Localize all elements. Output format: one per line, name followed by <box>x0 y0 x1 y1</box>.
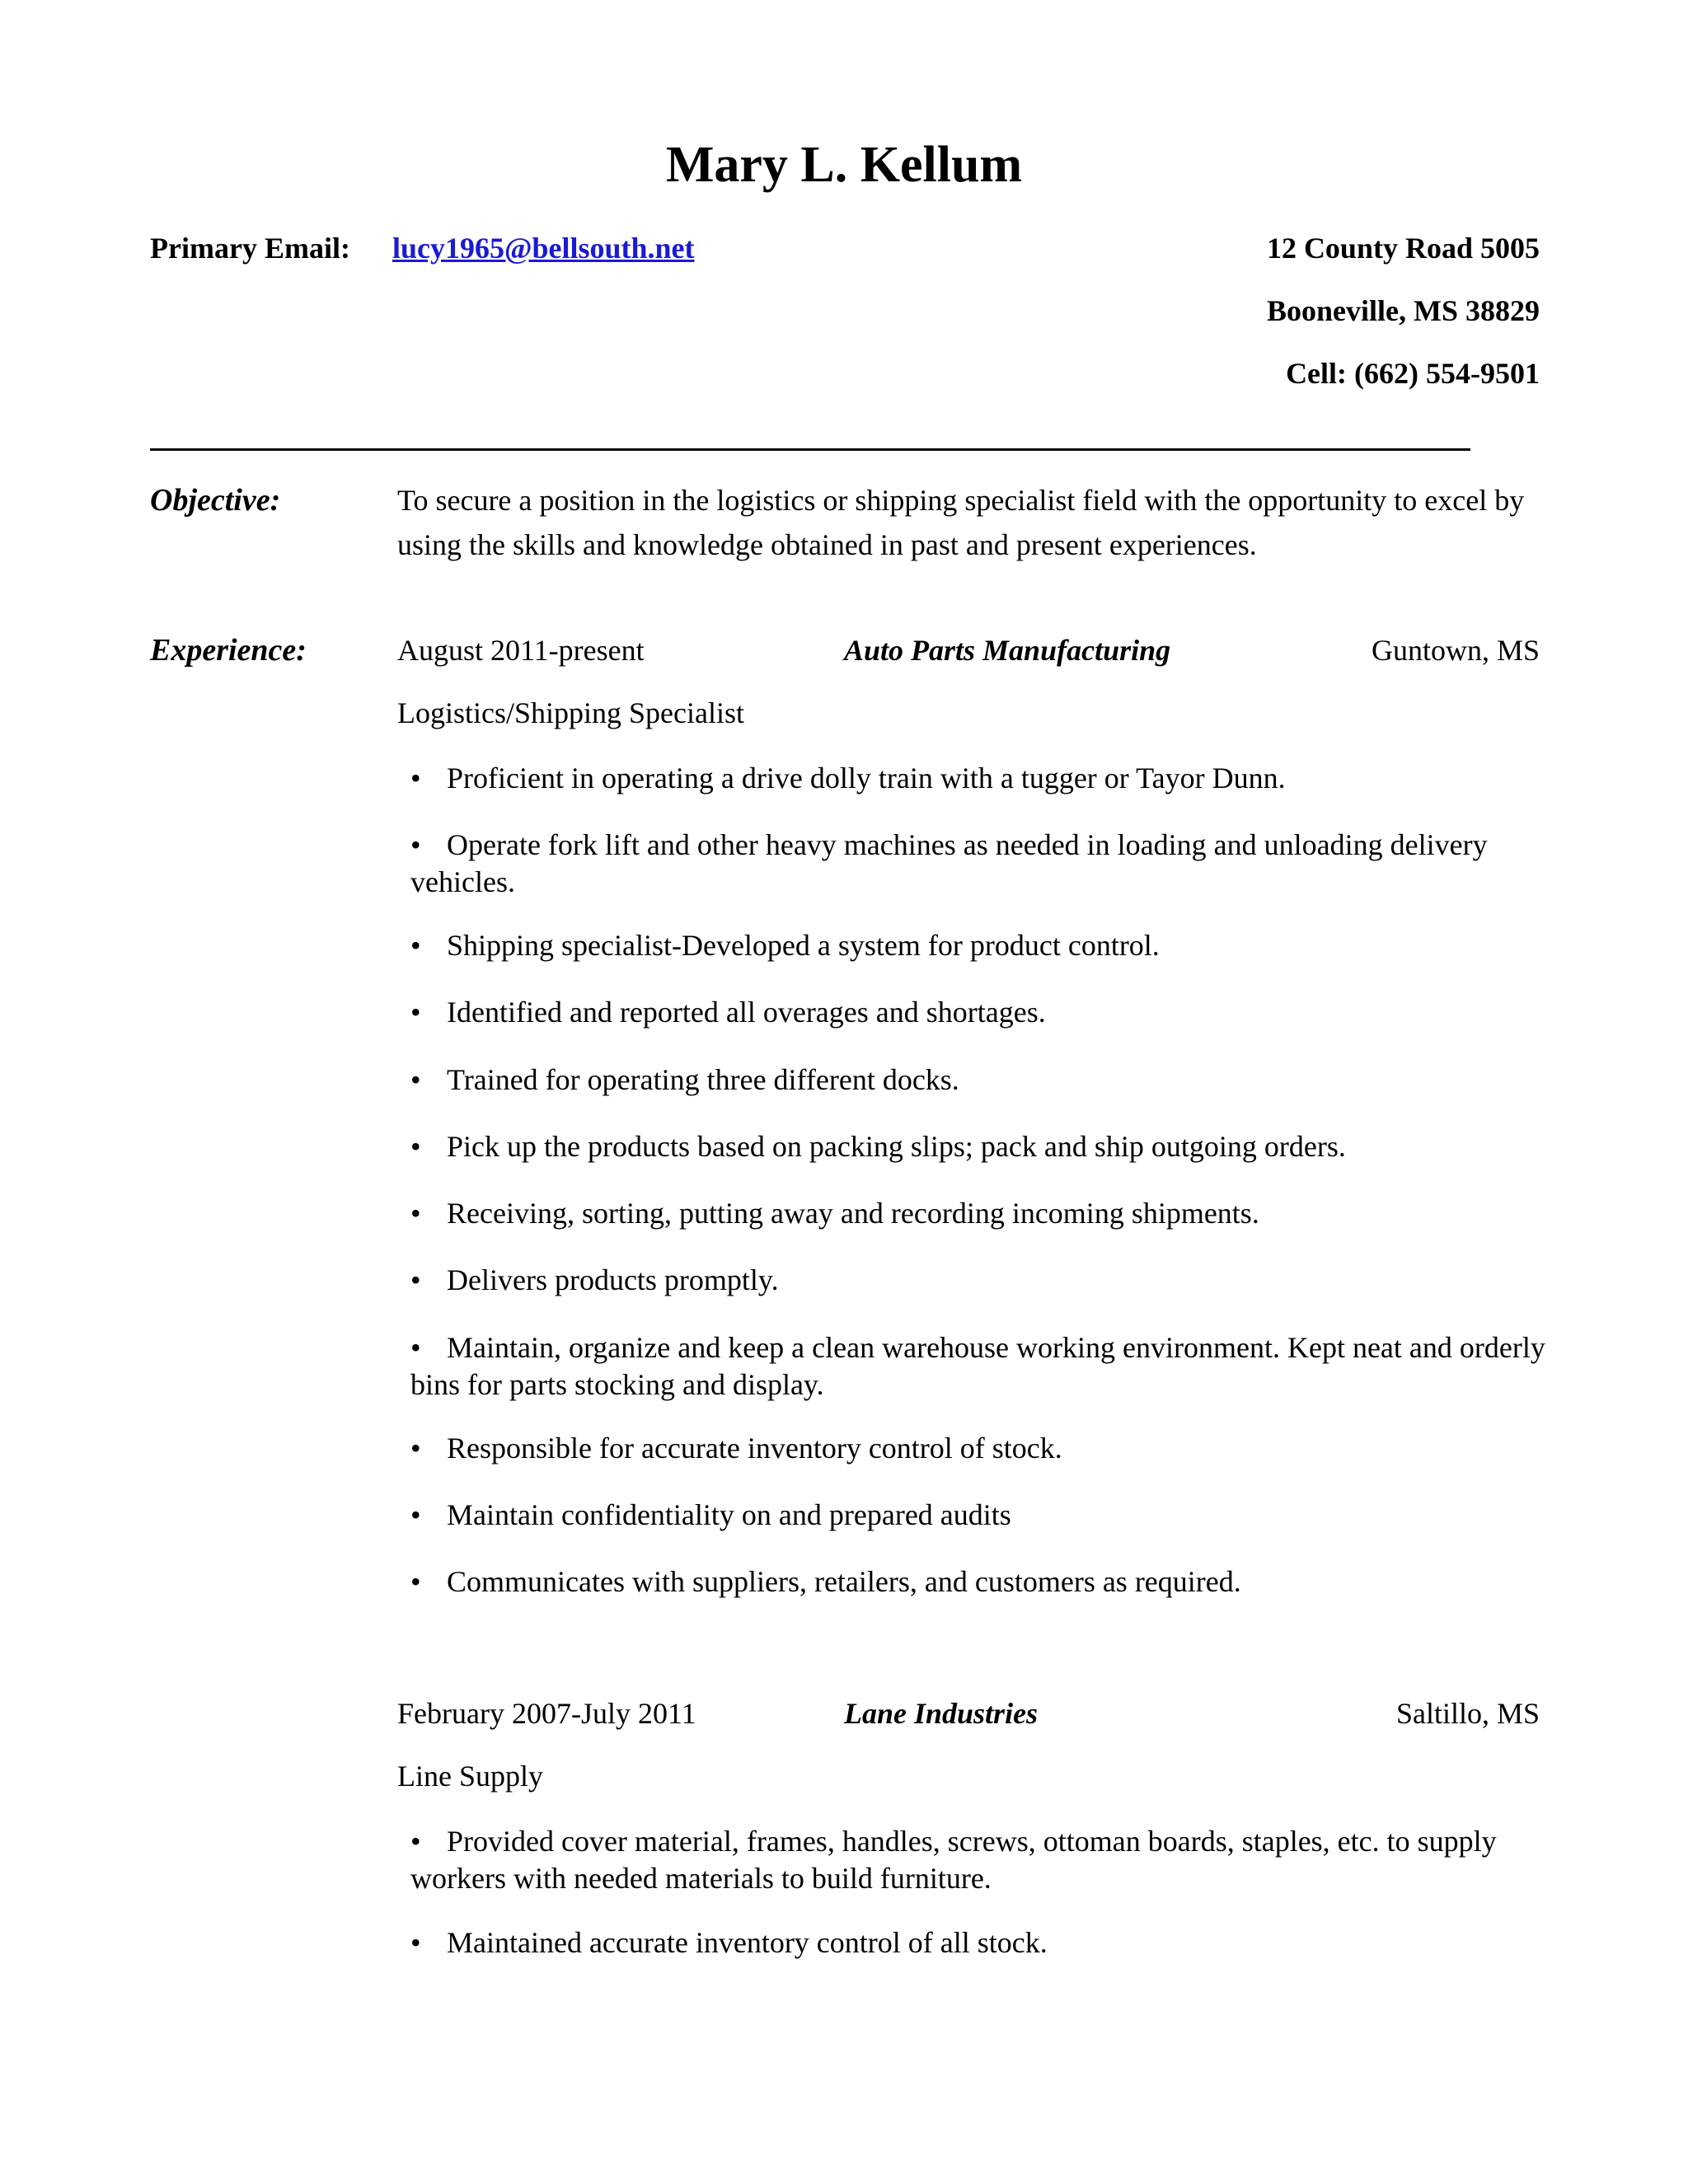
cell-phone: Cell: (662) 554-9501 <box>1286 357 1540 390</box>
list-item-text: Shipping specialist-Developed a system for product control. <box>447 929 1160 962</box>
experience-label: Experience: <box>150 633 307 668</box>
bullet-icon: • <box>410 1130 421 1163</box>
job-company: Lane Industries <box>844 1697 1039 1730</box>
list-item-text: Maintain, organize and keep a clean warehouse working environment. Kept neat and orderly bins for parts stocking and display. <box>410 1331 1545 1401</box>
list-item-text: Trained for operating three different docks. <box>447 1063 959 1096</box>
list-item-text: Provided cover material, frames, handles, screws, ottoman boards, staples, etc. to supply workers with needed materials to build furniture. <box>410 1825 1497 1895</box>
objective-label: Objective: <box>150 483 281 518</box>
job-header <box>397 628 1540 673</box>
address-line-2: Booneville, MS 38829 <box>1267 294 1540 327</box>
header-divider <box>150 448 1470 451</box>
job-dates: August 2011-present <box>397 634 645 667</box>
list-item <box>410 1262 1581 1299</box>
objective-text: To secure a position in the logistics or shipping specialist field with the opportunity to excel by using the skills and knowledge obtained in past and present experiences. <box>397 484 1525 561</box>
job-company: Auto Parts Manufacturing <box>844 634 1171 667</box>
job-title: Logistics/Shipping Specialist <box>397 696 744 729</box>
list-item <box>410 994 1581 1031</box>
list-item <box>410 1329 1581 1404</box>
list-item-text: Operate fork lift and other heavy machines as needed in loading and unloading delivery vehicles. <box>410 828 1488 898</box>
job-title: Line Supply <box>397 1760 543 1793</box>
email-link[interactable]: lucy1965@bellsouth.net <box>392 232 695 265</box>
address-line-1: 12 County Road 5005 <box>1266 232 1540 265</box>
list-item <box>410 1924 1581 1961</box>
list-item <box>410 1497 1581 1534</box>
list-item-text: Pick up the products based on packing slips; pack and ship outgoing orders. <box>447 1130 1346 1163</box>
list-item-text: Communicates with suppliers, retailers, and customers as required. <box>447 1565 1241 1598</box>
bullet-icon: • <box>410 762 421 794</box>
list-item-text: Receiving, sorting, putting away and recording incoming shipments. <box>447 1197 1259 1230</box>
list-item <box>410 1128 1581 1165</box>
list-item <box>410 827 1581 901</box>
list-item <box>410 927 1581 964</box>
bullet-icon: • <box>410 1263 421 1296</box>
list-item-text: Responsible for accurate inventory control of stock. <box>447 1432 1062 1465</box>
list-item <box>410 1062 1581 1099</box>
bullet-icon: • <box>410 1063 421 1096</box>
resume-name: Mary L. Kellum <box>665 137 1023 193</box>
bullet-icon: • <box>410 1825 421 1858</box>
bullet-icon: • <box>410 1432 421 1465</box>
list-item-text: Maintained accurate inventory control of all stock. <box>447 1926 1048 1959</box>
list-item-text: Proficient in operating a drive dolly train with a tugger or Tayor Dunn. <box>447 762 1286 794</box>
list-item <box>410 1823 1581 1897</box>
bullet-icon: • <box>410 996 421 1029</box>
email-label: Primary Email: <box>150 232 350 265</box>
list-item-text: Maintain confidentiality on and prepared audits <box>447 1498 1011 1531</box>
bullet-icon: • <box>410 1331 421 1364</box>
job-location: Saltillo, MS <box>1395 1697 1540 1730</box>
list-item <box>410 760 1581 797</box>
list-item-text: Identified and reported all overages and shortages. <box>447 996 1046 1029</box>
job-dates: February 2007-July 2011 <box>397 1697 696 1730</box>
list-item <box>410 1195 1581 1232</box>
bullet-icon: • <box>410 1565 421 1598</box>
list-item <box>410 1430 1581 1467</box>
job-header <box>397 1691 1540 1736</box>
list-item-text: Delivers products promptly. <box>447 1263 779 1296</box>
bullet-icon: • <box>410 828 421 861</box>
job-location: Guntown, MS <box>1371 634 1540 667</box>
bullet-icon: • <box>410 1197 421 1230</box>
bullet-icon: • <box>410 929 421 962</box>
bullet-icon: • <box>410 1926 421 1959</box>
bullet-icon: • <box>410 1498 421 1531</box>
list-item <box>410 1563 1581 1601</box>
